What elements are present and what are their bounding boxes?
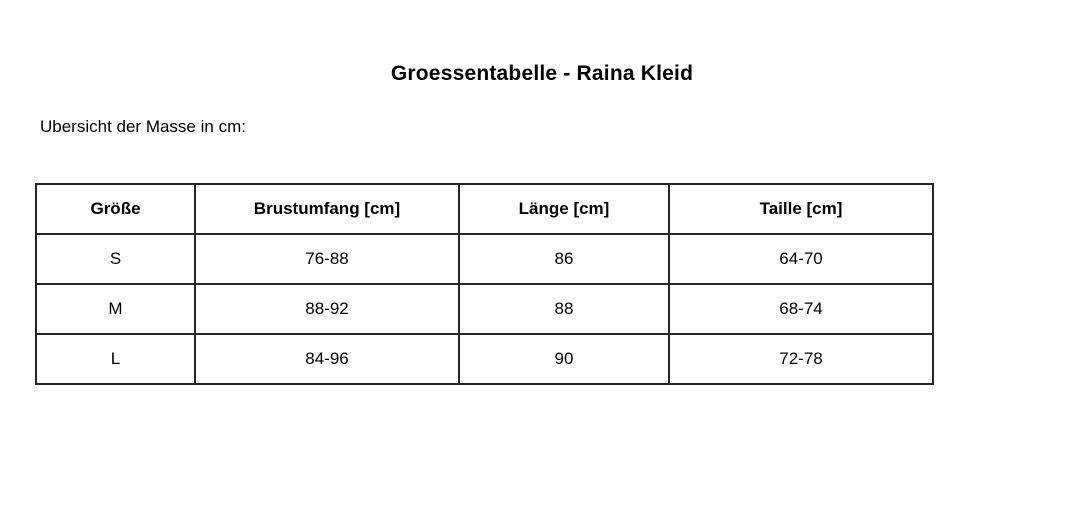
cell-laenge: 88 — [459, 284, 669, 334]
table-header-row — [36, 184, 933, 234]
cell-taille: 72-78 — [669, 334, 933, 384]
cell-size: M — [36, 284, 195, 334]
table-row-size-l — [36, 334, 933, 384]
table-row-size-m — [36, 284, 933, 334]
cell-laenge: 90 — [459, 334, 669, 384]
table-row-size-s — [36, 234, 933, 284]
column-header-taille: Taille [cm] — [669, 184, 933, 234]
column-header-groesse: Größe — [36, 184, 195, 234]
cell-brustumfang: 84-96 — [195, 334, 459, 384]
cell-brustumfang: 88-92 — [195, 284, 459, 334]
column-header-laenge: Länge [cm] — [459, 184, 669, 234]
cell-size: S — [36, 234, 195, 284]
cell-taille: 68-74 — [669, 284, 933, 334]
size-table — [35, 183, 934, 385]
subtitle: Ubersicht der Masse in cm: — [40, 117, 246, 136]
cell-laenge: 86 — [459, 234, 669, 284]
page-title: Groessentabelle - Raina Kleid — [390, 62, 694, 85]
cell-size: L — [36, 334, 195, 384]
column-header-brustumfang: Brustumfang [cm] — [195, 184, 459, 234]
cell-taille: 64-70 — [669, 234, 933, 284]
cell-brustumfang: 76-88 — [195, 234, 459, 284]
